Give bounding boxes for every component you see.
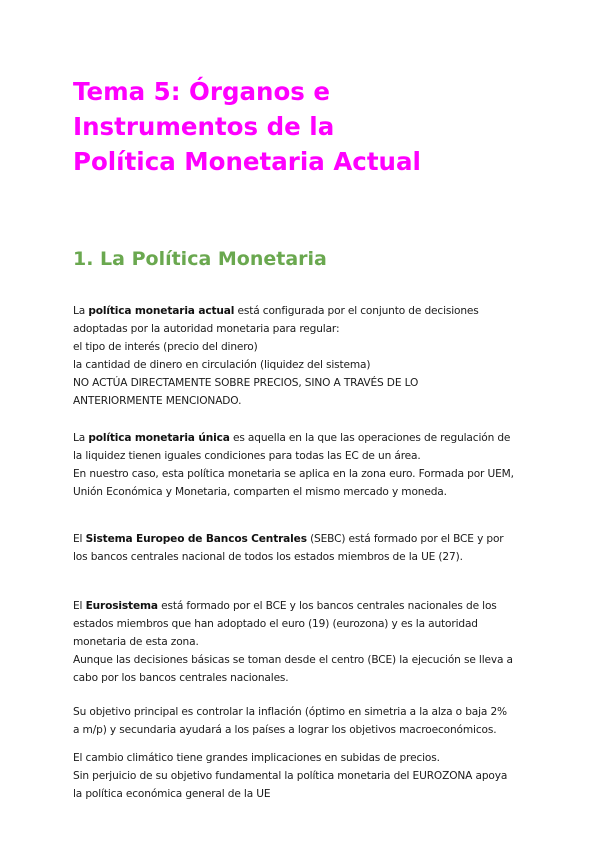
bold-term: política monetaria actual	[88, 305, 235, 317]
text-run: es aquella en la que las operaciones de regulación de	[229, 432, 511, 444]
paragraph-sebc	[73, 530, 504, 566]
paragraph-line: cabo por los bancos centrales nacionales.	[73, 672, 289, 684]
bold-term: Eurosistema	[85, 600, 158, 612]
paragraph-eurosistema	[73, 597, 513, 687]
text-run: El	[73, 533, 86, 545]
list-line: la cantidad de dinero en circulación (liquidez del sistema)	[73, 359, 371, 371]
paragraph-line: Su objetivo principal es controlar la inflación (óptimo en simetria a la alza o baja 2%	[73, 706, 507, 718]
section-heading: 1. La Política Monetaria	[73, 248, 327, 270]
paragraph-objetivo	[73, 703, 507, 739]
paragraph-line: adoptadas por la autoridad monetaria para regular:	[73, 323, 340, 335]
paragraph-line: la liquidez tienen iguales condiciones para todas las EC de un área.	[73, 450, 421, 462]
bold-term: Sistema Europeo de Bancos Centrales	[85, 533, 307, 545]
paragraph-line: En nuestro caso, esta política monetaria se aplica en la zona euro. Formada por UEM,	[73, 468, 514, 480]
paragraph-line: Aunque las decisiones básicas se toman desde el centro (BCE) la ejecución se lleva a	[73, 654, 513, 666]
paragraph-line: la política económica general de la UE	[73, 788, 271, 800]
paragraph-line: Unión Económica y Monetaria, comparten el mismo mercado y moneda.	[73, 486, 447, 498]
paragraph-line: NO ACTÚA DIRECTAMENTE SOBRE PRECIOS, SINO A TRAVÉS DE LO	[73, 377, 419, 389]
paragraph-line: ANTERIORMENTE MENCIONADO.	[73, 395, 242, 407]
paragraph-line: estados miembros que han adoptado el euro (19) (eurozona) y es la autoridad	[73, 618, 478, 630]
title-line-3: Política Monetaria Actual	[73, 147, 421, 176]
text-run: El	[73, 600, 86, 612]
paragraph-line: los bancos centrales nacional de todos los estados miembros de la UE (27).	[73, 551, 463, 563]
paragraph-cambio-climatico	[73, 749, 507, 803]
list-line: el tipo de interés (precio del dinero)	[73, 341, 258, 353]
text-run: La	[73, 305, 89, 317]
paragraph-line: monetaria de esta zona.	[73, 636, 199, 648]
paragraph-politica-actual	[73, 302, 479, 410]
paragraph-line: Sin perjuicio de su objetivo fundamental la política monetaria del EUROZONA apoya	[73, 770, 508, 782]
text-run: La	[73, 432, 89, 444]
text-run: está configurada por el conjunto de decisiones	[234, 305, 479, 317]
text-run: está formado por el BCE y los bancos centrales nacionales de los	[157, 600, 497, 612]
paragraph-line: a m/p) y secundaria ayudará a los países a lograr los objetivos macroeconómicos.	[73, 724, 497, 736]
paragraph-line	[73, 597, 513, 615]
title-line-1: Tema 5: Órganos e	[73, 77, 331, 106]
paragraph-line	[73, 302, 479, 320]
paragraph-line	[73, 530, 504, 548]
title-line-2: Instrumentos de la	[73, 112, 335, 141]
paragraph-politica-unica	[73, 429, 514, 501]
page-title	[73, 74, 543, 179]
bold-term: política monetaria única	[88, 432, 230, 444]
text-run: (SEBC) está formado por el BCE y por	[306, 533, 504, 545]
paragraph-line: El cambio climático tiene grandes implicaciones en subidas de precios.	[73, 752, 440, 764]
paragraph-line	[73, 429, 514, 447]
